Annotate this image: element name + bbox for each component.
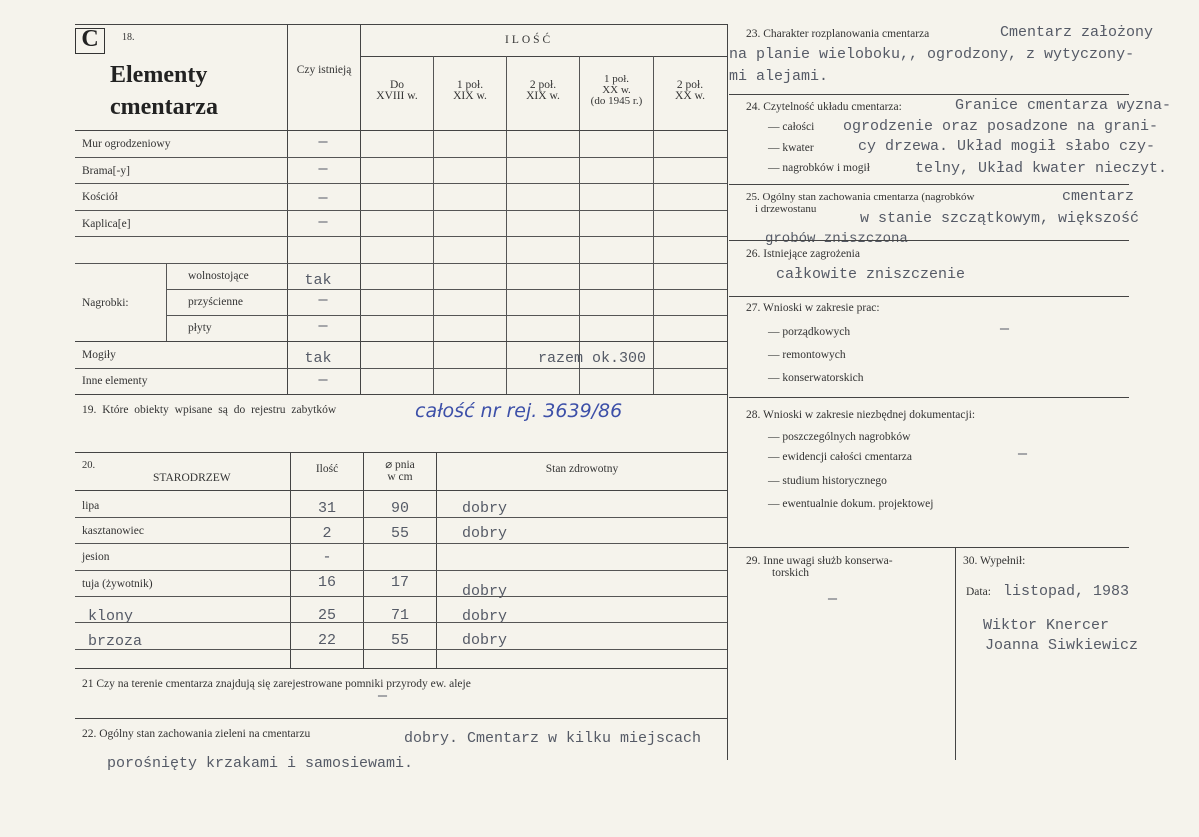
inne-value: — [318, 372, 328, 389]
question-23-answer-line2: na planie wieloboku,, ogrodzony, z wytyczony- [729, 46, 1135, 63]
rule [955, 547, 956, 760]
question-22-answer-line1: dobry. Cmentarz w kilku miejscach [404, 730, 702, 747]
question-28-item: — ewidencji całości cmentarza [768, 451, 912, 463]
nagrobki-type: przyścienne [188, 296, 243, 308]
tree-diameter: 71 [390, 607, 409, 624]
question-28-answer: — [1018, 446, 1028, 463]
question-28: 28. Wnioski w zakresie niezbędnej dokumentacji: [746, 409, 976, 421]
rule [436, 452, 437, 668]
rule [75, 394, 727, 395]
question-24-sub: — całości [768, 121, 815, 133]
period-header: Do XVIII w. [376, 79, 418, 102]
rule [75, 649, 727, 650]
rule [729, 296, 1129, 297]
filled-by-name: Wiktor Knercer [983, 617, 1110, 634]
tree-qty: 25 [317, 607, 336, 624]
question-24-sub: — kwater [768, 142, 814, 154]
nagrobki-value: — [318, 318, 328, 335]
rule [433, 56, 434, 394]
rule [75, 210, 727, 211]
tree-name: brzoza [88, 633, 143, 650]
starodrzew-header: STARODRZEW [153, 472, 231, 484]
rule [75, 183, 727, 184]
tree-diameter: 55 [390, 632, 409, 649]
rule [75, 668, 727, 669]
question-25-answer-line3: grobów zniszczona [765, 231, 908, 247]
question-29-line1: 29. Inne uwagi służb konserwa- [746, 555, 893, 567]
rule [75, 157, 727, 158]
rule [75, 130, 727, 131]
element-value: — [318, 161, 328, 178]
date-label: Data: [966, 586, 991, 598]
question-29-line2: torskich [772, 567, 810, 579]
mogily-value: tak [304, 350, 332, 367]
tree-diameter: 55 [390, 525, 409, 542]
rule [166, 263, 167, 341]
question-24-answer-line3: cy drzewa. Układ mogił słabo czy- [858, 138, 1156, 155]
question-27-item: — remontowych [768, 349, 846, 361]
question-25-answer-line2: w stanie szczątkowym, większość [860, 210, 1140, 227]
question-29-answer: — [828, 591, 838, 608]
rule [729, 397, 1129, 398]
rule [75, 490, 727, 491]
question-23: 23. Charakter rozplanowania cmentarza [746, 28, 930, 40]
rule [729, 547, 1129, 548]
element-label: Kościół [82, 191, 118, 203]
tree-state: dobry [462, 632, 508, 649]
rule [75, 452, 727, 453]
tree-diameter: 90 [390, 500, 409, 517]
rule [653, 56, 654, 394]
tree-diameter: 17 [390, 574, 409, 591]
rule [506, 56, 507, 394]
table-title-line1: Elementy [110, 62, 208, 88]
filled-by-name: Joanna Siwkiewicz [985, 637, 1139, 654]
question-25-answer-line1: cmentarz [1062, 188, 1135, 205]
question-23-answer-line1: Cmentarz założony [1000, 24, 1154, 41]
tree-state: dobry [462, 525, 508, 542]
question-24: 24. Czytelność układu cmentarza: [746, 101, 902, 113]
tree-qty: 2 [322, 525, 332, 542]
question-23-answer-line3: mi alejami. [729, 68, 829, 85]
health-column-header: Stan zdrowotny [545, 463, 619, 475]
rule [75, 263, 727, 264]
period-header: 1 poł. XIX w. [453, 79, 487, 102]
rule [75, 596, 727, 597]
question-24-answer-line1: Granice cmentarza wyzna- [955, 97, 1172, 114]
question-21-answer: — [378, 688, 388, 705]
nagrobki-value: tak [304, 272, 332, 289]
period-header: 2 poł. XX w. [675, 79, 705, 102]
section-letter: C [81, 26, 99, 52]
fill-date: listopad, 1983 [1003, 583, 1130, 600]
ilosc-column-header: Ilość [315, 463, 339, 475]
question-24-sub: — nagrobków i mogił [768, 162, 870, 174]
rule [360, 56, 727, 57]
rule [75, 341, 727, 342]
nagrobki-type: płyty [188, 322, 212, 334]
rule [166, 289, 727, 290]
rule [729, 94, 1129, 95]
table-title-line2: cmentarza [110, 94, 218, 120]
tree-name: kasztanowiec [82, 525, 144, 537]
inne-label: Inne elementy [82, 375, 148, 387]
question-25-line2: i drzewostanu [755, 203, 817, 215]
question-27: 27. Wnioski w zakresie prac: [746, 302, 880, 314]
question-28-item: — poszczególnych nagrobków [768, 431, 911, 443]
tree-qty: 16 [317, 574, 336, 591]
tree-state: dobry [462, 583, 508, 600]
rule [75, 718, 727, 719]
diameter-column-header: ⌀ pnia w cm [385, 459, 415, 483]
rule [166, 315, 727, 316]
tree-state: dobry [462, 500, 508, 517]
question-24-answer-line2: ogrodzenie oraz posadzone na grani- [843, 118, 1159, 135]
element-label: Brama[-y] [82, 165, 130, 177]
tree-name: tuja (żywotnik) [82, 578, 153, 590]
question-21: 21 Czy na terenie cmentarza znajdują się zarejestrowane pomniki przyrody ew. aleje [82, 678, 471, 690]
center-divider [727, 24, 728, 760]
question-27-answer: — [1000, 321, 1010, 338]
rule [75, 622, 727, 623]
rule [75, 517, 727, 518]
tree-name: klony [88, 608, 134, 625]
ilosc-header: ILOŚĆ [505, 34, 554, 46]
element-label: Mur ogrodzeniowy [82, 138, 171, 150]
rule [75, 543, 727, 544]
element-value: — [318, 134, 328, 151]
period-header: 1 poł. XX w. (do 1945 r.) [590, 73, 643, 107]
question-19-handwritten-answer: całość nr rej. 3639/86 [415, 400, 623, 422]
rule [75, 368, 727, 369]
mogily-label: Mogiły [82, 349, 116, 361]
question-19: 19. Które obiekty wpisane są do rejestru zabytków [82, 404, 337, 416]
nagrobki-value: — [318, 292, 328, 309]
question-28-item: — ewentualnie dokum. projektowej [768, 498, 934, 510]
period-header: 2 poł. XIX w. [526, 79, 560, 102]
mogily-razem: razem ok.300 [538, 350, 647, 367]
section-number: 18. [122, 32, 135, 43]
element-label: Kaplica[e] [82, 218, 131, 230]
nagrobki-type: wolnostojące [188, 270, 249, 282]
question-20-number: 20. [82, 460, 96, 471]
question-28-item: — studium historycznego [768, 475, 887, 487]
rule [729, 240, 1129, 241]
question-27-item: — porządkowych [768, 326, 851, 338]
question-22-answer-line2: porośnięty krzakami i samosiewami. [107, 755, 414, 772]
tree-name: jesion [82, 551, 110, 563]
question-26: 26. Istniejące zagrożenia [746, 248, 860, 260]
question-27-item: — konserwatorskich [768, 372, 864, 384]
question-30: 30. Wypełnił: [963, 555, 1026, 567]
tree-qty: 22 [317, 632, 336, 649]
column-header-czy: Czy istnieją [296, 64, 352, 76]
question-26-answer: całkowite zniszczenie [776, 266, 966, 283]
tree-state: dobry [462, 608, 508, 625]
element-value: — [318, 190, 328, 207]
tree-qty: - [322, 549, 332, 566]
question-24-answer-line4: telny, Układ kwater nieczyt. [915, 160, 1168, 177]
nagrobki-label: Nagrobki: [82, 297, 129, 309]
rule [729, 184, 1129, 185]
rule [75, 570, 727, 571]
question-25-line1: 25. Ogólny stan zachowania cmentarza (nagrobków [746, 191, 975, 203]
tree-qty: 31 [317, 500, 336, 517]
rule [75, 236, 727, 237]
tree-name: lipa [82, 500, 100, 512]
rule [287, 24, 288, 394]
question-22: 22. Ogólny stan zachowania zieleni na cmentarzu [82, 728, 311, 740]
element-value: — [318, 214, 328, 231]
rule [75, 24, 727, 25]
